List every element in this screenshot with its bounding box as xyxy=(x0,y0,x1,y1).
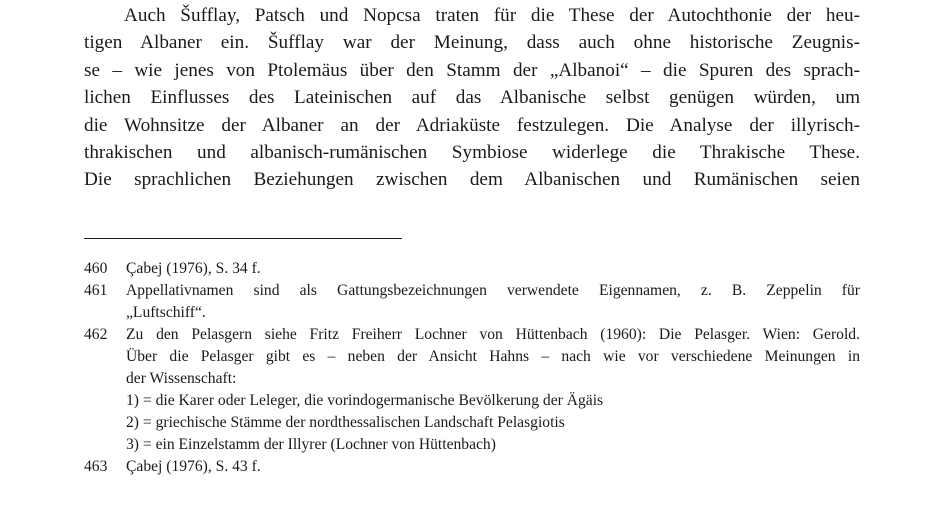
footnote-462 xyxy=(84,324,860,456)
paragraph-line: Auch Šufflay, Patsch und Nopcsa traten für die These der Autochthonie der heu- xyxy=(124,5,860,26)
footnotes xyxy=(84,258,860,478)
footnote-text xyxy=(126,324,860,456)
footnote-separator xyxy=(84,238,402,239)
paragraph-line: tigen Albaner ein. Šufflay war der Meinung, dass auch ohne historische Zeugnis- xyxy=(84,32,860,54)
paragraph-line: lichen Einflusses des Lateinischen auf das Albanische selbst genügen würden, um xyxy=(84,87,860,109)
footnote-line: Appellativnamen sind als Gattungsbezeichnungen verwendete Eigennamen, z. B. Zeppelin für xyxy=(126,282,860,299)
book-page xyxy=(84,0,860,508)
footnote-text xyxy=(126,280,860,324)
footnote-463 xyxy=(84,456,860,478)
paragraph-line: thrakischen und albanisch-rumänischen Symbiose widerlege die Thrakische These. xyxy=(84,141,860,163)
footnote-number: 460 xyxy=(84,260,108,277)
footnote-number: 462 xyxy=(84,326,108,343)
footnote-number: 461 xyxy=(84,282,108,299)
footnote-460 xyxy=(84,258,860,280)
footnote-text xyxy=(126,258,860,280)
footnote-list-item: 1) = die Karer oder Leleger, die vorindogermanische Bevölkerung der Ägäis xyxy=(126,392,604,409)
paragraph-line: Die sprachlichen Beziehungen zwischen dem Albanischen und Rumänischen seien xyxy=(84,169,860,191)
paragraph-line: die Wohnsitze der Albaner an der Adriaküste festzulegen. Die Analyse der illyrisch- xyxy=(84,114,860,136)
footnote-number: 463 xyxy=(84,458,108,475)
footnote-line: Çabej (1976), S. 43 f. xyxy=(126,458,261,475)
footnote-list-item: 2) = griechische Stämme der nordthessalischen Landschaft Pelasgiotis xyxy=(126,414,565,431)
footnote-line: Zu den Pelasgern siehe Fritz Freiherr Lochner von Hüttenbach (1960): Die Pelasger. Wien: Gerold. xyxy=(126,326,860,343)
footnote-line: der Wissenschaft: xyxy=(126,370,237,387)
paragraph-line: se – wie jenes von Ptolemäus über den Stamm der „Albanoi“ – die Spuren des sprach- xyxy=(84,59,860,81)
footnote-line: „Luftschiff“. xyxy=(126,304,206,321)
footnote-461 xyxy=(84,280,860,324)
main-paragraph xyxy=(84,2,860,194)
footnote-list-item: 3) = ein Einzelstamm der Illyrer (Lochner von Hüttenbach) xyxy=(126,436,496,453)
footnote-text xyxy=(126,456,860,478)
footnote-line: Çabej (1976), S. 34 f. xyxy=(126,260,261,277)
footnote-line: Über die Pelasger gibt es – neben der Ansicht Hahns – nach wie vor verschiedene Meinungen in xyxy=(126,348,860,365)
